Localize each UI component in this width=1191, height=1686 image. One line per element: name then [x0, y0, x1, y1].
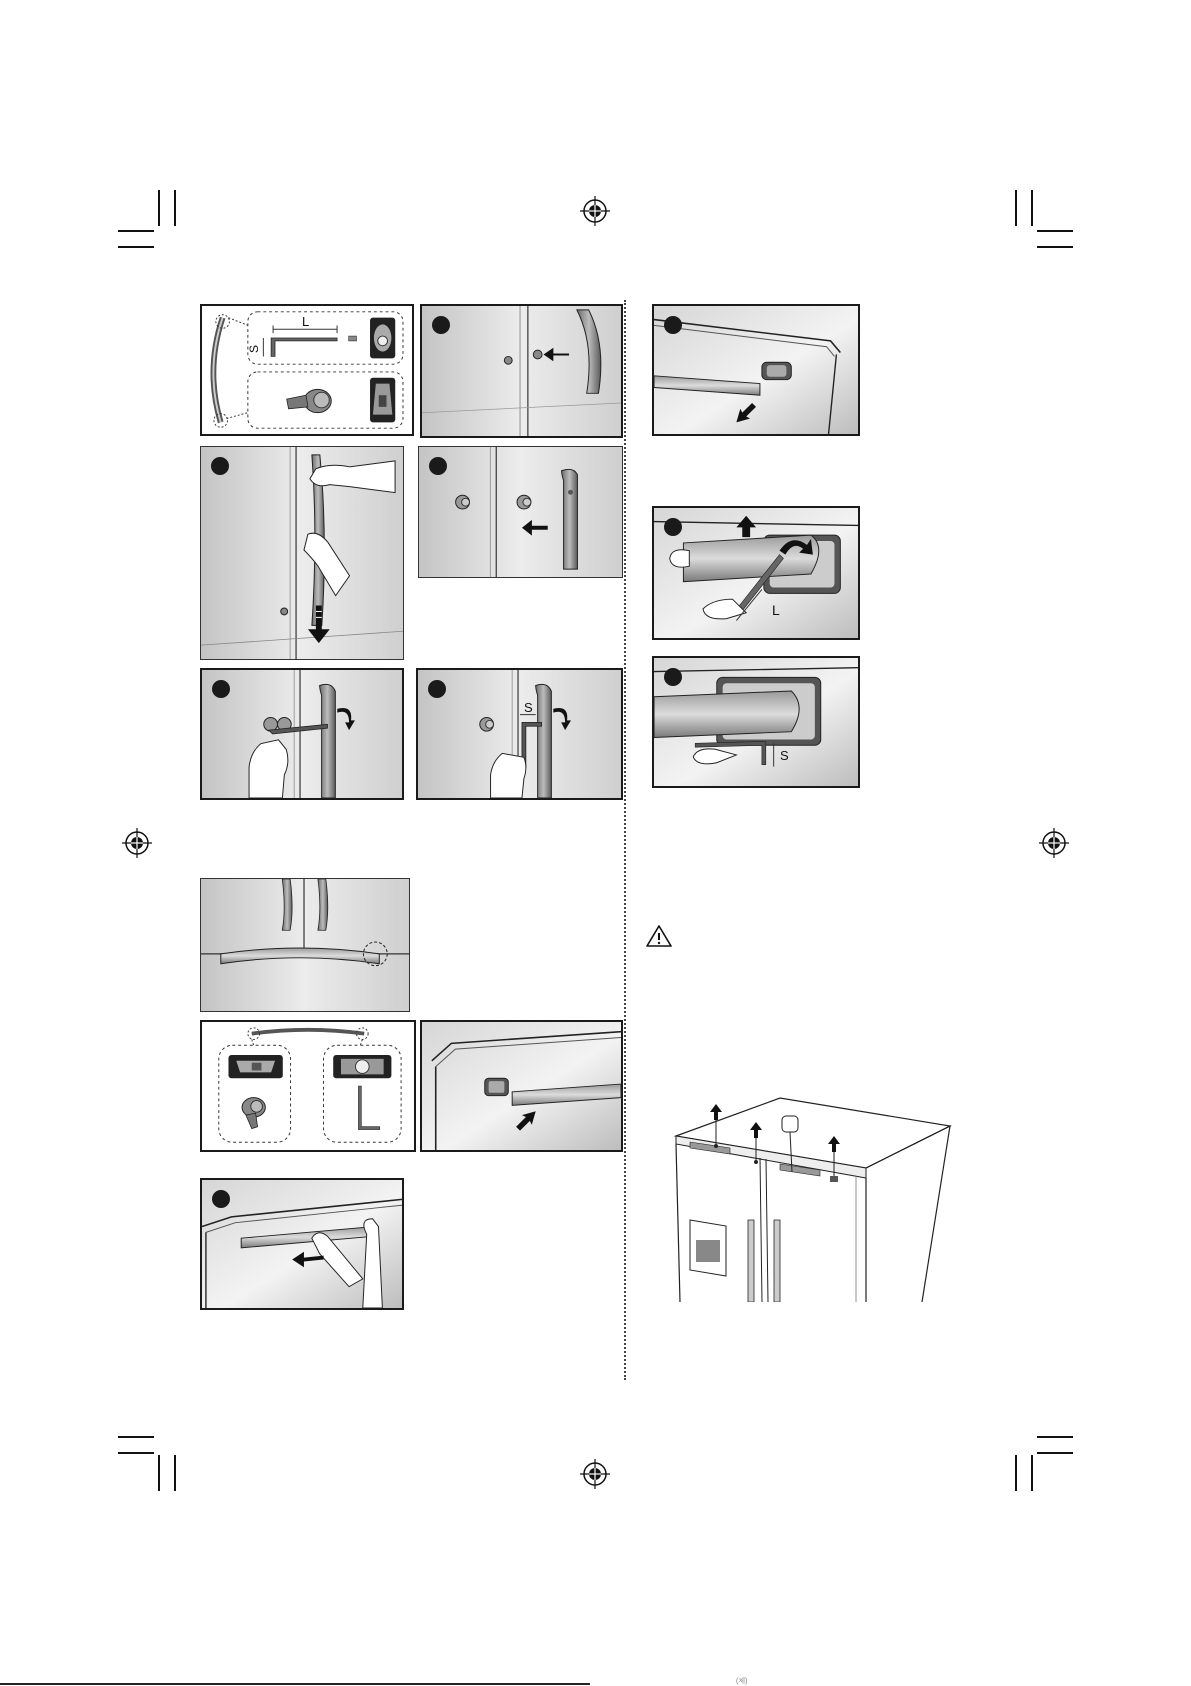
registration-mark-left [122, 828, 152, 858]
step-marker-icon [212, 680, 230, 698]
step2-panel [200, 446, 404, 660]
short-label-s: S [524, 700, 533, 715]
column-divider [624, 300, 626, 1380]
registration-mark-right [1039, 828, 1069, 858]
footer-rule [0, 1683, 590, 1685]
right-step2-panel [652, 506, 860, 640]
step5-panel [416, 668, 623, 800]
step-marker-icon [212, 1190, 230, 1208]
step-marker-icon [429, 457, 447, 475]
step3-panel [418, 446, 623, 578]
step-marker-icon [664, 316, 682, 334]
drawer-bracket-panel [420, 1020, 623, 1152]
right-step3-panel [652, 656, 860, 788]
right-step1-panel [652, 304, 860, 436]
step1-panel [420, 304, 623, 438]
step-marker-icon [428, 680, 446, 698]
step4-panel [200, 668, 404, 800]
drawer-handle-overview-panel [200, 878, 410, 1012]
step-marker-icon [211, 457, 229, 475]
step-marker-icon [664, 518, 682, 536]
registration-mark-top [580, 196, 610, 226]
short-label-s: S [780, 748, 789, 763]
registration-mark-bottom [580, 1459, 610, 1489]
drawer-remove-step-panel [200, 1178, 404, 1310]
parts-overview-panel [200, 304, 414, 436]
refrigerator-top-cover-illustration [670, 1080, 960, 1302]
drawer-handle-parts-panel [200, 1020, 416, 1152]
length-label-l: L [772, 602, 780, 618]
step-marker-icon [432, 316, 450, 334]
length-label-l: L [302, 314, 310, 329]
warning-icon [646, 924, 672, 948]
step-marker-icon [664, 668, 682, 686]
short-label-s: S [247, 344, 262, 354]
footer-stamp: (체) [736, 1678, 748, 1685]
